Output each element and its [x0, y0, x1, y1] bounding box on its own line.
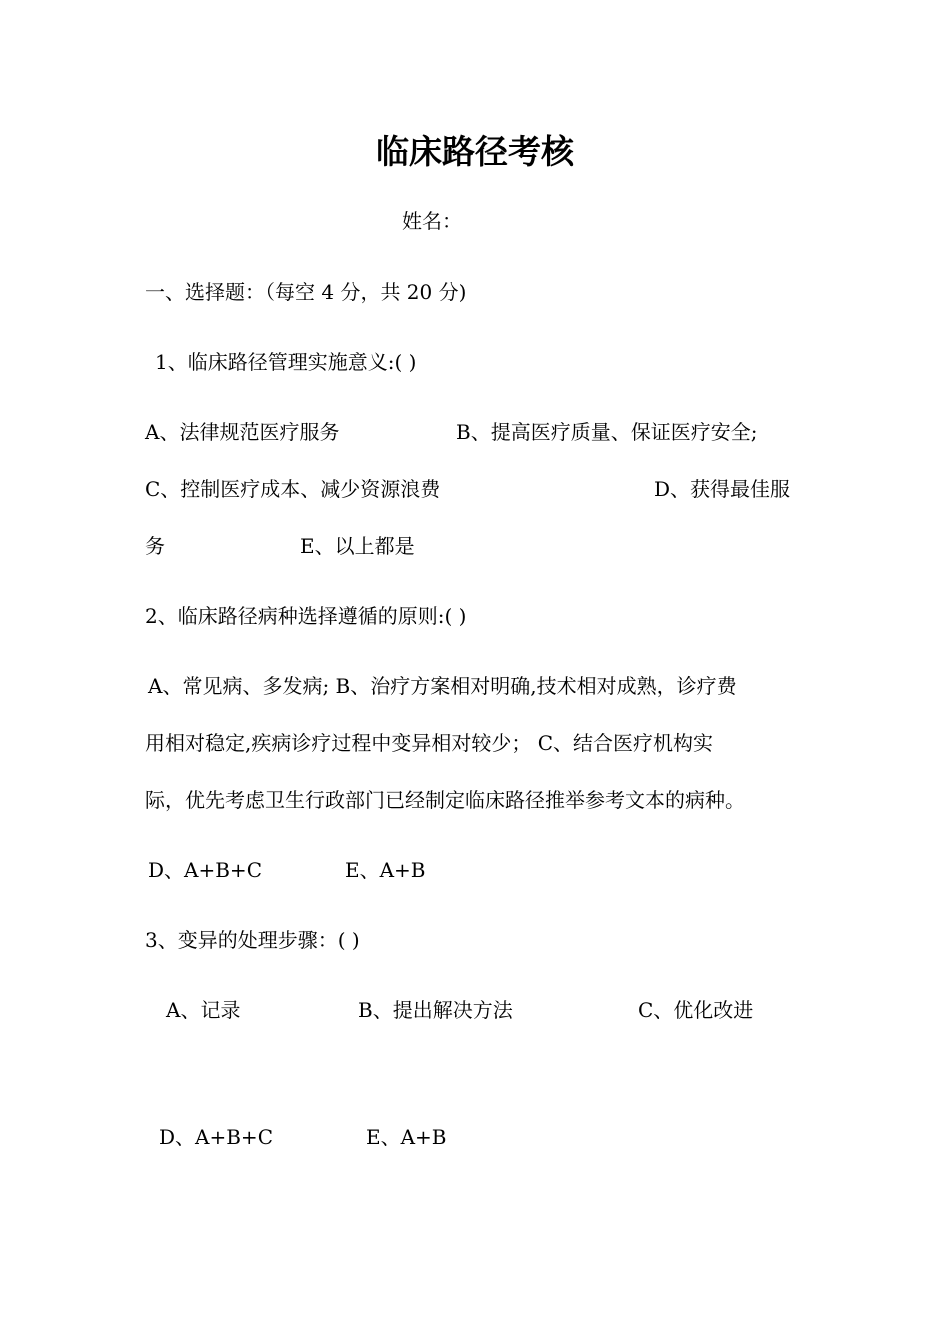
question-3-option-d: D、A+B+C	[159, 1125, 273, 1149]
question-3-option-e: E、A+B	[366, 1125, 447, 1149]
question-1-option-d: D、获得最佳服	[654, 477, 791, 501]
question-2-option-e: E、A+B	[345, 858, 426, 882]
page-title: 临床路径考核	[376, 132, 574, 171]
question-3-option-b: B、提出解决方法	[358, 998, 513, 1022]
question-1-option-e: E、以上都是	[300, 534, 415, 558]
question-2-body-line-3: 际，优先考虑卫生行政部门已经制定临床路径推举参考文本的病种。	[145, 788, 745, 812]
question-2-body-line-1: A、常见病、多发病; B、治疗方案相对明确,技术相对成熟，诊疗费	[148, 674, 737, 698]
question-2-stem: 2、临床路径病种选择遵循的原则:( )	[145, 604, 467, 628]
section-heading: 一、选择题：（每空 4 分，共 20 分)	[145, 280, 467, 304]
question-2-option-d: D、A+B+C	[148, 858, 262, 882]
question-1-stem: 1、临床路径管理实施意义:( )	[155, 350, 417, 374]
question-1-option-c: C、控制医疗成本、减少资源浪费	[145, 477, 441, 501]
question-3-stem: 3、变异的处理步骤：( )	[145, 928, 360, 952]
question-3-option-a: A、记录	[166, 998, 241, 1022]
question-3-option-c: C、优化改进	[638, 998, 754, 1022]
name-label: 姓名：	[402, 209, 462, 233]
question-1-option-d-continued: 务	[145, 534, 165, 558]
question-2-body-line-2: 用相对稳定,疾病诊疗过程中变异相对较少； C、结合医疗机构实	[145, 731, 714, 755]
question-1-option-b: B、提高医疗质量、保证医疗安全;	[456, 420, 758, 444]
question-1-option-a: A、法律规范医疗服务	[145, 420, 340, 444]
